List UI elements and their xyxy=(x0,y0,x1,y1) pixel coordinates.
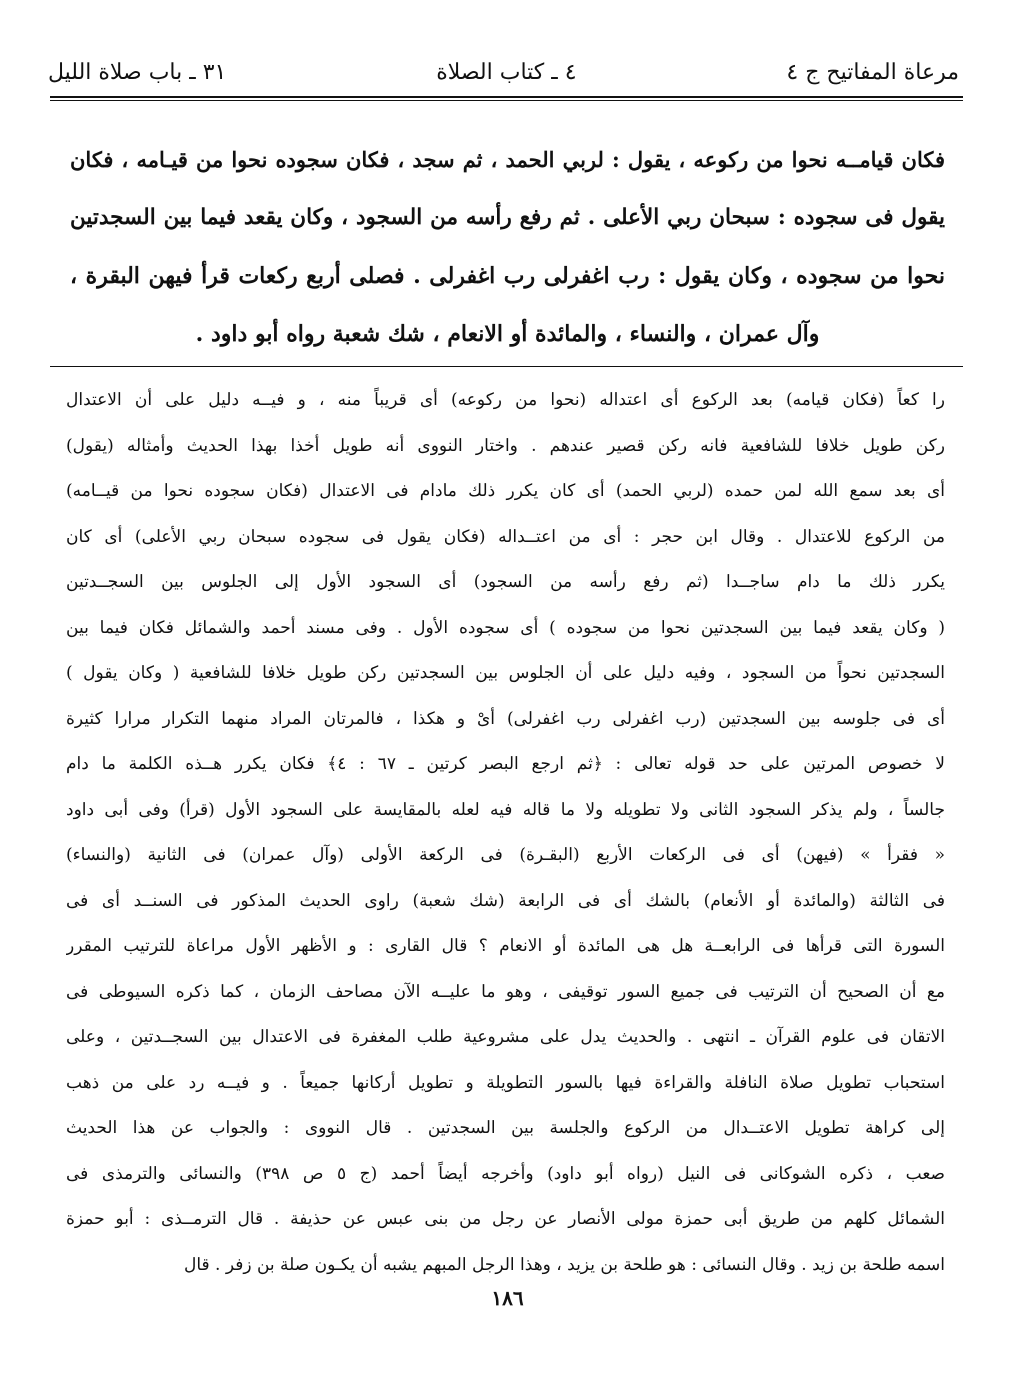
commentary-line: السجدتين نحواً من السجود ، وفيه دليل على أن الجلوس بين السجدتين ركن طويل خلافا للشافعية ( وكان يقول ) xyxy=(66,663,945,683)
commentary-line: ركن طويل خلافا للشافعية فانه ركن قصير عندهم . واختار النووى أنه طويل أخذا بهذا الحديث وأمثاله (يقول) xyxy=(66,435,945,456)
hadith-line: فكان قيامــه نحوا من ركوعه ، يقول : لربي الحمد ، ثم سجد ، فكان سجوده نحوا من قيـامه ، فكان xyxy=(70,147,945,172)
commentary-line: لا خصوص المرتين على حد قوله تعالى : ﴿ثم ارجع البصر كرتين ـ ٦٧ : ٤﴾ فكان يكرر هــذه الكلمة ما دام xyxy=(66,754,945,774)
commentary-line: الشمائل كلهم من طريق أبى حمزة مولى الأنصار عن رجل من بنى عبس عن حذيفة . قال الترمــذى : أبو حمزة xyxy=(66,1209,945,1229)
commentary-line: اسمه طلحة بن زيد . وقال النسائى : هو طلحة بن يزيد ، وهذا الرجل المبهم يشبه أن يكـون صلة بن زفر . قال xyxy=(183,1254,945,1275)
commentary-line: يكرر ذلك ما دام ساجــدا (ثم رفع رأسه من السجود) أى السجود الأول إلى الجلوس بين السجــدتين xyxy=(66,572,945,592)
header-bab: ٣١ ـ باب صلاة الليل xyxy=(48,59,227,85)
section-separator xyxy=(50,366,963,367)
commentary-line: را كعاً (فكان قيامه) بعد الركوع أى اعتداله (نحوا من ركوعه) أى قريباً منه ، و فيــه دليل على أن الاعتدال xyxy=(66,390,945,410)
hadith-line: نحوا من سجوده ، وكان يقول : رب اغفرلى رب اغفرلى . فصلى أربع ركعات قرأ فيهن البقرة ، xyxy=(70,263,945,289)
commentary-line: أى فى جلوسه بين السجدتين (رب اغفرلى رب اغفرلى) أىْ و هكذا ، فالمرتان المراد منهما التكرار مرارا كثيرة xyxy=(66,708,945,729)
commentary-line: أى بعد سمع الله لمن حمده (لربي الحمد) أى كان يكرر ذلك مادام فى الاعتدال (فكان سجوده نحوا من قيــامه) xyxy=(66,481,945,501)
commentary-line: « فقرأ » (فيهن) أى فى الركعات الأربع (البقـرة) فى الركعة الأولى (وآل عمران) فى الثانية (والنساء) xyxy=(66,845,945,865)
commentary-line: السورة التى قرأها فى الرابعــة هل هى المائدة أو الانعام ؟ قال القارى : و الأظهر الأول مراعاة للترتيب المقرر xyxy=(66,936,945,956)
commentary-line: مع أن الصحيح أن الترتيب فى جميع السور توقيفى ، وهو ما عليــه الآن مصاحف الزمان ، كما ذكره السيوطى فى xyxy=(66,981,945,1002)
header-rule-thick xyxy=(50,96,963,98)
running-header xyxy=(48,52,959,92)
header-rule-thin xyxy=(50,100,963,101)
commentary-line: صعب ، ذكره الشوكانى فى النيل (رواه أبو داود) وأخرجه أيضاً أحمد (ج ٥ ص ٣٩٨) والنسائى والترمذى فى xyxy=(66,1163,945,1184)
page-number: ١٨٦ xyxy=(491,1286,524,1310)
commentary-line: ( وكان يقعد فيما بين السجدتين نحوا من سجوده ) أى سجوده الأول . وفى مسند أحمد والشمائل فكان فيما بين xyxy=(66,617,945,638)
commentary-line: الاتقان فى علوم القرآن ـ انتهى . والحديث يدل على مشروعية طلب المغفرة فى الاعتدال بين السجــدتين ، وعلى xyxy=(66,1027,945,1047)
hadith-line: يقول فى سجوده : سبحان ربي الأعلى . ثم رفع رأسه من السجود ، وكان يقعد فيما بين السجدتين xyxy=(70,205,945,230)
hadith-line: وآل عمران ، والنساء ، والمائدة أو الانعام ، شك شعبة رواه أبو داود . xyxy=(195,321,820,347)
header-book-title: مرعاة المفاتيح ج ٤ xyxy=(786,59,959,85)
commentary-line: إلى كراهة تطويل الاعتــدال من الركوع والجلسة بين السجدتين . قال النووى : والجواب عن هذا الحديث xyxy=(66,1118,945,1138)
commentary-line: جالساً ، ولم يذكر السجود الثانى ولا تطويله ولا ما قاله فيه لعله بالمقايسة على السجود الأول (قرأ) وفى أبى داود xyxy=(66,799,945,820)
header-kitab: ٤ ـ كتاب الصلاة xyxy=(436,59,577,85)
commentary-text xyxy=(66,378,945,1288)
commentary-line: فى الثالثة (والمائدة أو الأنعام) بالشك أى فى الرابعة (شك شعبة) راوى الحديث المذكور فى السنــد أى فى xyxy=(66,890,945,911)
commentary-line: من الركوع للاعتدال . وقال ابن حجر : أى من اعتــداله (فكان يقول فى سجوده سبحان ربي الأعلى) أى كان xyxy=(66,526,945,547)
hadith-text xyxy=(70,136,945,368)
commentary-line: استحباب تطويل صلاة النافلة والقراءة فيها بالسور التطويلة و تطويل أركانها جميعاً . و فيــه رد على من ذهب xyxy=(66,1072,945,1093)
